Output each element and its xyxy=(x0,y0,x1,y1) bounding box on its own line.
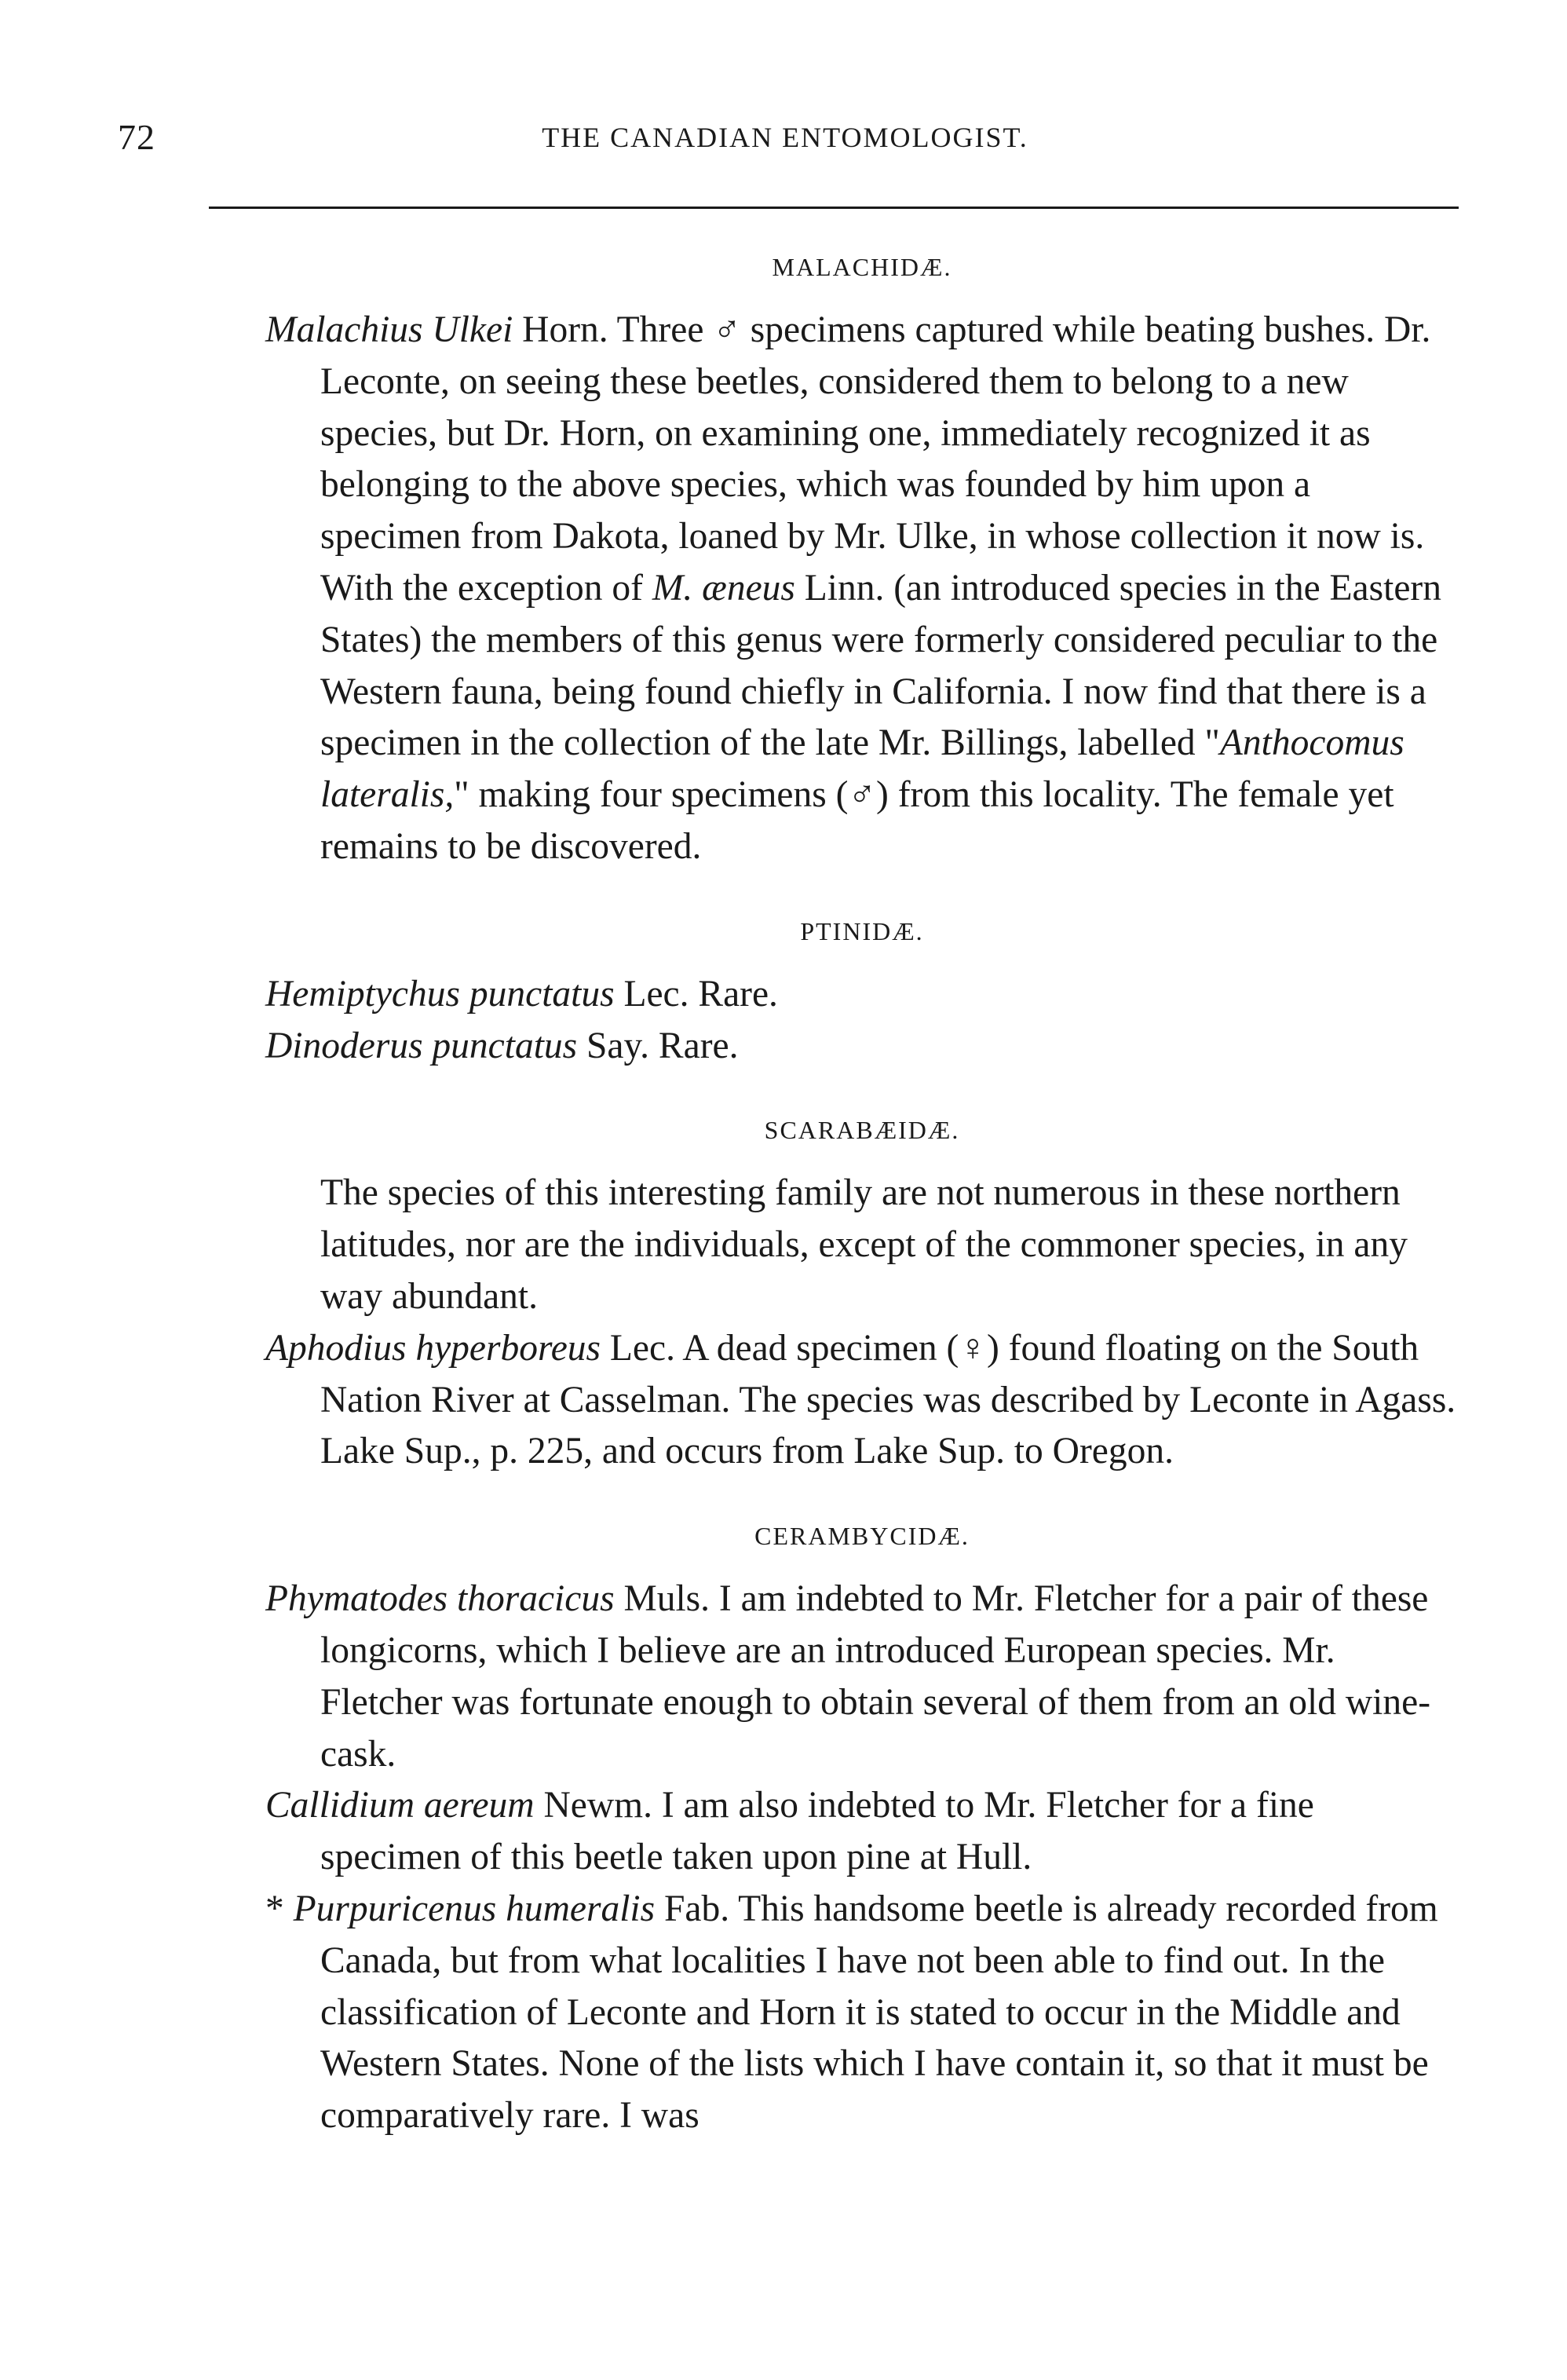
entry-text: Newm. I am also indebted to Mr. Fletcher for a fine specimen of this beetle taken upon pine at Hull. xyxy=(320,1785,1314,1878)
page-number: 72 xyxy=(118,117,155,157)
species-entry-dinoderus xyxy=(265,1021,1459,1073)
entry-text: Lec. Rare. xyxy=(614,973,778,1015)
section-heading-scarabaeidae: SCARABÆIDÆ. xyxy=(764,1116,960,1145)
species-entry-malachius-ulkei xyxy=(265,305,1459,873)
entry-text: " making four specimens (♂) from this locality. The female yet remains to be discovered. xyxy=(320,774,1394,867)
footnote-marker: * xyxy=(265,1888,294,1929)
entry-text: Fab. This handsome beetle is already recorded from Canada, but from what localities I have not been able to find out. In the classification of Leconte and Horn it is stated to occur in the Middle and Western States. None of the lists which I have contain it, so that it must be comparatively rare. I was xyxy=(320,1888,1438,2137)
species-name: Anthocomus lateralis, xyxy=(320,722,1404,816)
section-intro-scarabaeidae: The species of this interesting family are not numerous in these northern latitudes, nor are the individuals, except of the commoner species, in any way abundant. xyxy=(320,1172,1408,1317)
entry-text: Lec. A dead specimen (♀) found floating on the South Nation River at Casselman. The species was described by Leconte in Agass. Lake Sup., p. 225, and occurs from Lake Sup. to Oregon. xyxy=(320,1327,1456,1472)
section-heading-malachidae: MALACHIDÆ. xyxy=(772,253,952,281)
species-name: Callidium aereum xyxy=(265,1785,535,1826)
entry-text: Say. Rare. xyxy=(577,1025,739,1066)
species-name: Purpuricenus humeralis xyxy=(293,1888,656,1929)
page-body xyxy=(265,243,1459,2142)
entry-text: Muls. I am indebted to Mr. Fletcher for a pair of these longicorns, which I believe are an introduced European species. Mr. Fletcher was fortunate enough to obtain several of them from an old wine-cask. xyxy=(320,1578,1431,1775)
species-name: Aphodius hyperboreus xyxy=(265,1327,601,1369)
entry-text: Linn. (an introduced species in the Eastern States) the members of this genus were formerly considered peculiar to the Western fauna, being found chiefly in California. I now find that there is a specimen in the collection of the late Mr. Billings, labelled " xyxy=(320,567,1441,764)
species-name: Hemiptychus punctatus xyxy=(265,973,615,1015)
species-entry-callidium xyxy=(265,1780,1459,1884)
species-name: M. æneus xyxy=(652,567,795,609)
species-entry-hemiptychus xyxy=(265,969,1459,1021)
header-rule xyxy=(209,207,1459,209)
section-heading-cerambycidae: CERAMBYCIDÆ. xyxy=(754,1522,970,1551)
section-heading-ptinidae: PTINIDÆ. xyxy=(800,916,924,945)
species-entry-purpuricenus xyxy=(265,1884,1459,2142)
entry-text: Horn. Three ♂ specimens captured while beating bushes. Dr. Leconte, on seeing these beetles, considered them to belong to a new species, but Dr. Horn, on examining one, immediately recognized it as belonging to the above species, which was founded by him upon a specimen from Dakota, loaned by Mr. Ulke, in whose collection it now is. With the exception of xyxy=(320,309,1431,609)
species-name: Malachius Ulkei xyxy=(265,309,513,350)
species-name: Phymatodes thoracicus xyxy=(265,1578,615,1620)
species-name: Dinoderus punctatus xyxy=(265,1025,578,1066)
page-header xyxy=(118,116,1452,163)
species-entry-phymatodes xyxy=(265,1574,1459,1780)
running-title: THE CANADIAN ENTOMOLOGIST. xyxy=(542,122,1028,153)
species-entry-aphodius xyxy=(265,1323,1459,1478)
